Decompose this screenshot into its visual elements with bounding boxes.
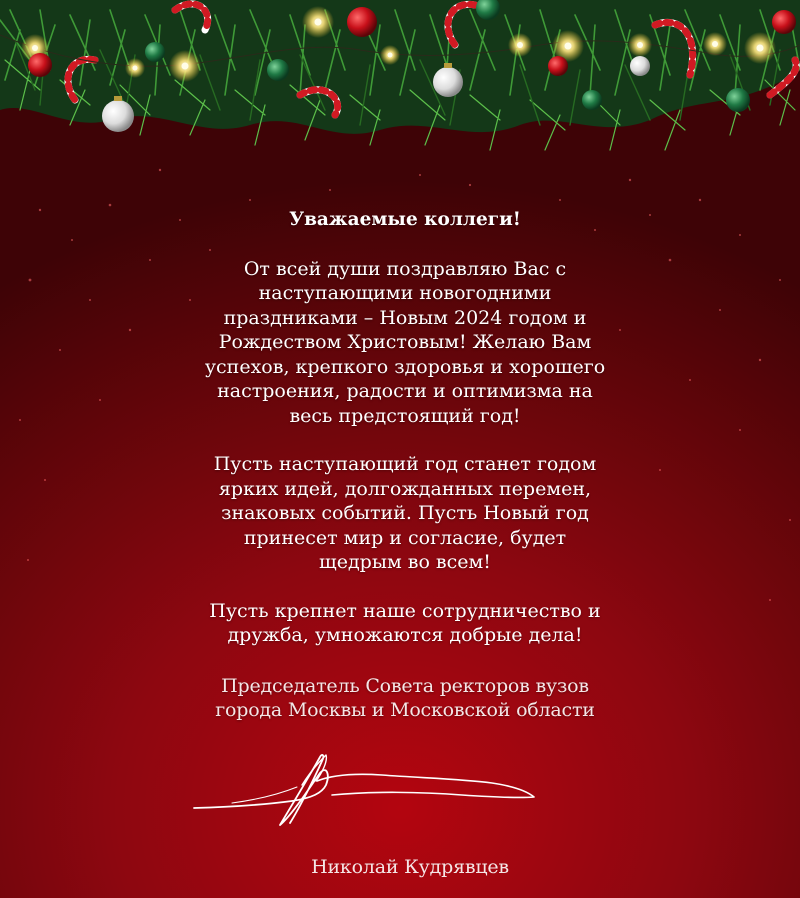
text-line: успехов, крепкого здоровья и хорошего [204,355,606,378]
text-line: принесет мир и согласие, будет [243,526,567,549]
signer-name: Николай Кудрявцев [311,856,509,878]
text-line: Пусть крепнет наше сотрудничество и [209,599,601,622]
greeting-paragraph-3 [120,599,690,648]
greeting-heading: Уважаемые коллеги! [289,209,521,230]
text-line: От всей души поздравляю Вас с [243,257,567,280]
text-line: Рождеством Христовым! Желаю Вам [218,331,592,353]
signer-position [120,674,690,723]
text-line: ярких идей, долгожданных перемен, [218,477,592,500]
pine-garland [0,0,800,180]
text-line: щедрым во всем! [319,551,491,573]
greeting-paragraph-1 [120,257,690,429]
text-line: весь предстоящий год! [289,404,521,427]
text-line: праздниками – Новым 2024 годом и [223,306,587,329]
handwritten-signature [192,745,542,840]
text-line: Председатель Совета ректоров вузов [221,674,589,697]
text-line: знаковых событий. Пусть Новый год [221,502,589,524]
text-line: Пусть наступающий год станет годом [213,453,597,475]
greeting-paragraph-2 [120,452,690,575]
text-line: наступающими новогодними [258,282,552,304]
text-line: дружба, умножаются добрые дела! [227,624,583,646]
text-line: настроения, радости и оптимизма на [217,380,593,402]
letter-body [120,208,690,723]
text-line: города Москвы и Московской области [215,699,595,721]
